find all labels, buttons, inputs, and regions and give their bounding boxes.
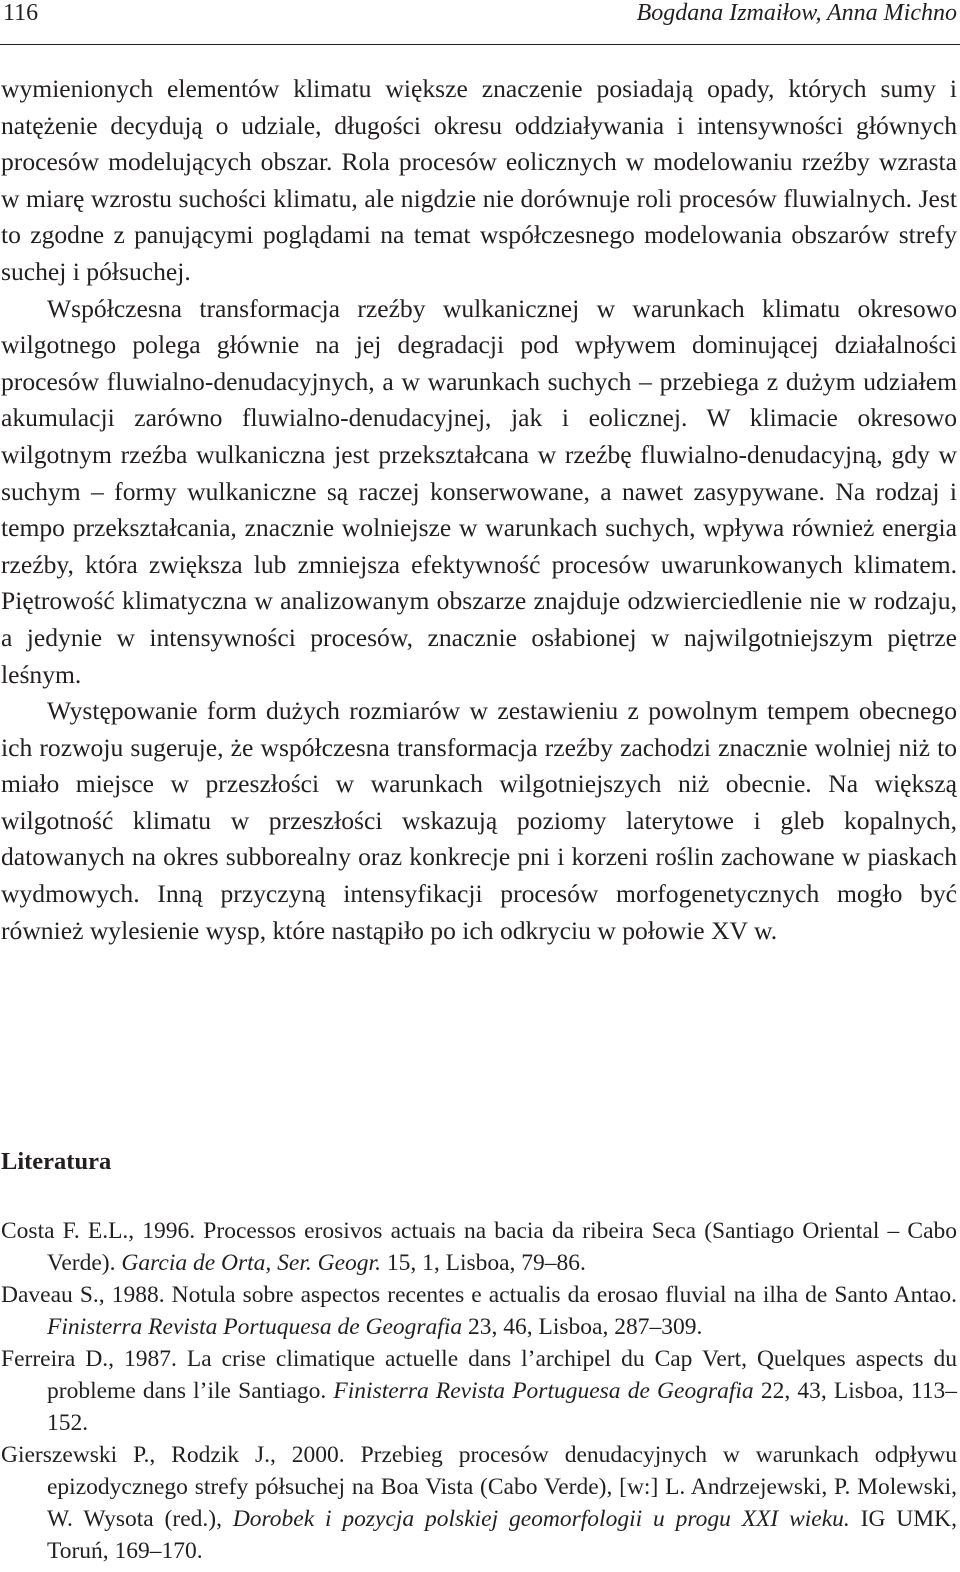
page-header bbox=[0, 0, 960, 30]
reference-text: Costa F. E.L., 1996. Processos erosivos actuais na bacia da ribeira Seca (Santiago Oriental – Cabo Verde). bbox=[1, 1218, 957, 1276]
paragraph: wymienionych elementów klimatu większe znaczenie posiadają opady, których sumy i natężenie decydują o udziale, długości okresu oddziaływania i intensywności głównych procesów modelujących obszar. Rola procesów eolicznych w modelowaniu rzeźby wzrasta w miarę wzrostu suchości klimatu, ale nigdzie nie dorównuje roli procesów fluwialnych. Jest to zgodne z panującymi poglądami na temat współczesnego modelowania obszarów strefy suchej i półsuchej. bbox=[1, 74, 957, 286]
reference-details: IG UMK, Toruń, 169–170. bbox=[47, 1506, 957, 1564]
reference-text: Gierszewski P., Rodzik J., 2000. Przebieg procesów denudacyjnych w warunkach odpływu epizodycznego strefy półsuchej na Boa Vista (Cabo Verde), [w:] L. Andrzejewski, P. Molewski, W. Wysota (red.), bbox=[1, 1442, 957, 1532]
reference-text: Daveau S., 1988. Notula sobre aspectos recentes e actualis da erosao fluvial na ilha de Santo Antao. bbox=[1, 1282, 957, 1308]
reference-text: Ferreira D., 1987. La crise climatique actuelle dans l’archipel du Cap Vert, Quelques aspects du probleme dans l’ile Santiago. bbox=[1, 1346, 957, 1404]
reference-source: Garcia de Orta, Ser. Geogr. bbox=[121, 1250, 381, 1276]
running-head: Bogdana Izmaiłow, Anna Michno bbox=[636, 0, 957, 26]
body-text bbox=[1, 71, 957, 949]
header-rule bbox=[0, 44, 960, 45]
reference-item bbox=[1, 1215, 957, 1279]
reference-source: Dorobek i pozycja polskiej geomorfologii u progu XXI wieku. bbox=[232, 1506, 850, 1532]
reference-list bbox=[1, 1215, 957, 1567]
reference-item bbox=[1, 1343, 957, 1439]
reference-details: 22, 43, Lisboa, 113–152. bbox=[47, 1378, 957, 1436]
reference-source: Finisterra Revista Portuquesa de Geografia bbox=[47, 1314, 463, 1340]
section-heading: Literatura bbox=[1, 1148, 112, 1175]
paragraph: Współczesna transformacja rzeźby wulkanicznej w warunkach klimatu okresowo wilgotnego polega głównie na jej degradacji pod wpływem dominującej działalności procesów fluwialno-denudacyjnych, a w warunkach suchych – przebiega z dużym udziałem akumulacji zarówno fluwialno-denudacyjnej, jak i eolicznej. W klimacie okresowo wilgotnym rzeźba wulkaniczna jest przekształcana w rzeźbę fluwialno-denudacyjną, gdy w suchym – formy wulkaniczne są raczej konserwowane, a nawet zasypywane. Na rodzaj i tempo przekształcania, znacznie wolniejsze w warunkach suchych, wpływa również energia rzeźby, która zwiększa lub zmniejsza efektywność procesów uwarunkowanych klimatem. Piętrowość klimatyczna w analizowanym obszarze znajduje odzwierciedlenie nie w rodzaju, a jedynie w intensywności procesów, znacznie osłabionej w najwilgotniejszym piętrze leśnym. bbox=[1, 293, 957, 689]
reference-details: 23, 46, Lisboa, 287–309. bbox=[462, 1314, 703, 1340]
reference-item bbox=[1, 1439, 957, 1567]
paragraph: Występowanie form dużych rozmiarów w zestawieniu z powolnym tempem obecnego ich rozwoju sugeruje, że współczesna transformacja rzeźby zachodzi znacznie wolniej niż to miało miejsce w przeszłości w warunkach wilgotniejszych niż obecnie. Na większą wilgotność klimatu w przeszłości wskazują poziomy laterytowe i gleb kopalnych, datowanych na okres subborealny oraz konkrecje pni i korzeni roślin zachowane w piaskach wydmowych. Inną przyczyną intensyfikacji procesów morfogenetycznych mogło być również wylesienie wysp, które nastąpiło po ich odkryciu w połowie XV w. bbox=[1, 696, 957, 945]
page-number: 116 bbox=[3, 0, 39, 26]
reference-source: Finisterra Revista Portuguesa de Geografia bbox=[333, 1378, 754, 1404]
reference-details: 15, 1, Lisboa, 79–86. bbox=[380, 1250, 586, 1276]
reference-item bbox=[1, 1279, 957, 1343]
